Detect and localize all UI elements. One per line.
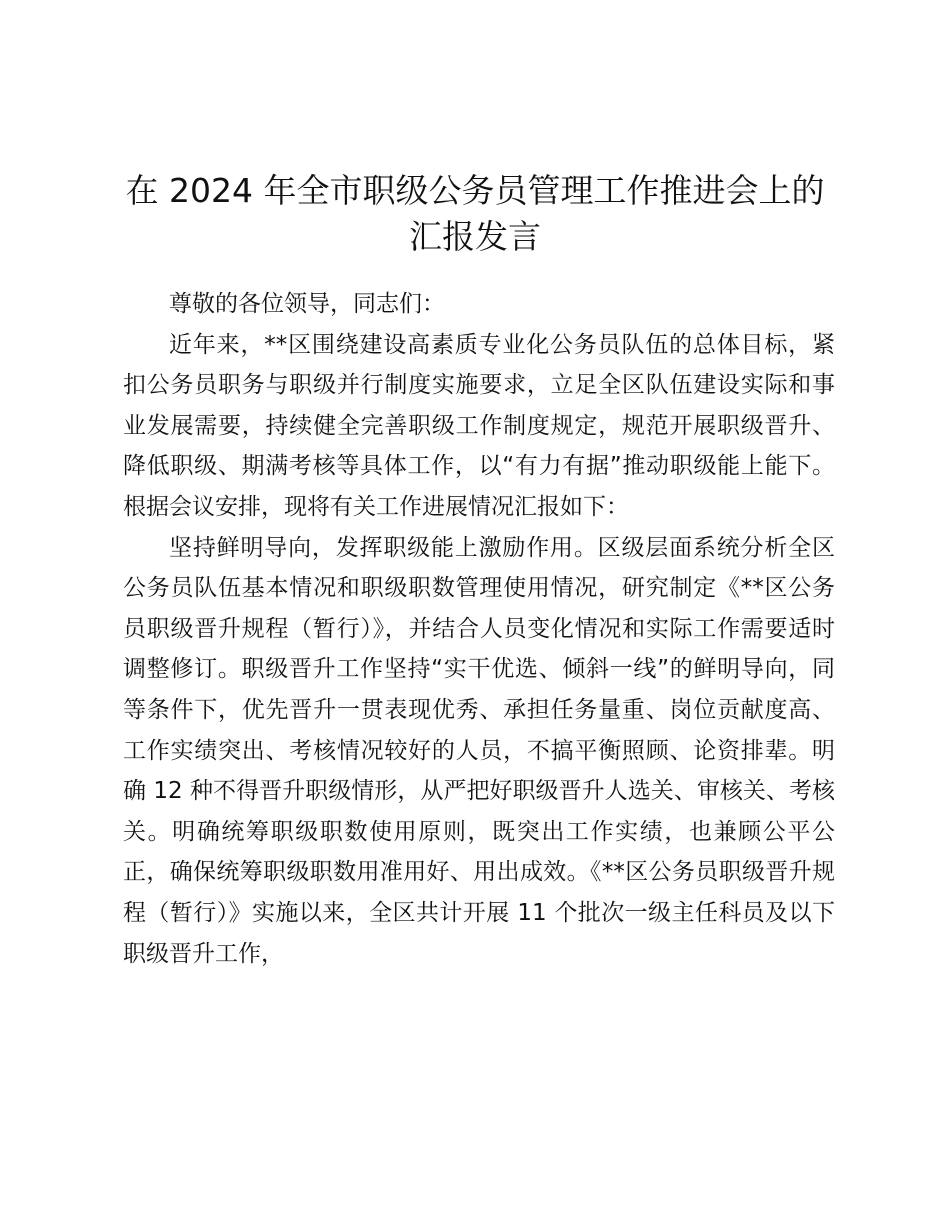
body-paragraph: 坚持鲜明导向，发挥职级能上激励作用。区级层面系统分析全区公务员队伍基本情况和职级职数管理使用情况，研究制定《**区公务员职级晋升规程（暂行）》，并结合人员变化情况和实际工作需要适时调整修订。职级晋升工作坚持“实干优选、倾斜一线”的鲜明导向，同等条件下，优先晋升一贯表现优秀、承担任务量重、岗位贡献度高、工作实绩突出、考核情况较好的人员，不搞平衡照顾、论资排辈。明确 12 种不得晋升职级情形，从严把好职级晋升人选关、审核关、考核关。明确统筹职级职数使用原则，既突出工作实绩，也兼顾公平公正，确保统筹职级职数用准用好、用出成效。《**区公务员职级晋升规程（暂行）》实施以来，全区共计开展 11 个批次一级主任科员及以下职级晋升工作， bbox=[123, 534, 835, 967]
document-title: 在 2024 年全市职级公务员管理工作推进会上的汇报发言 bbox=[125, 171, 825, 256]
salutation-paragraph: 尊敬的各位领导，同志们： bbox=[169, 291, 445, 317]
document-body bbox=[123, 284, 835, 974]
intro-paragraph: 近年来，**区围绕建设高素质专业化公务员队伍的总体目标，紧扣公务员职务与职级并行制度实施要求，立足全区队伍建设实际和事业发展需要，持续健全完善职级工作制度规定，规范开展职级晋升、降低职级、期满考核等具体工作，以“有力有据”推动职级能上能下。根据会议安排，现将有关工作进展情况汇报如下： bbox=[123, 331, 835, 520]
